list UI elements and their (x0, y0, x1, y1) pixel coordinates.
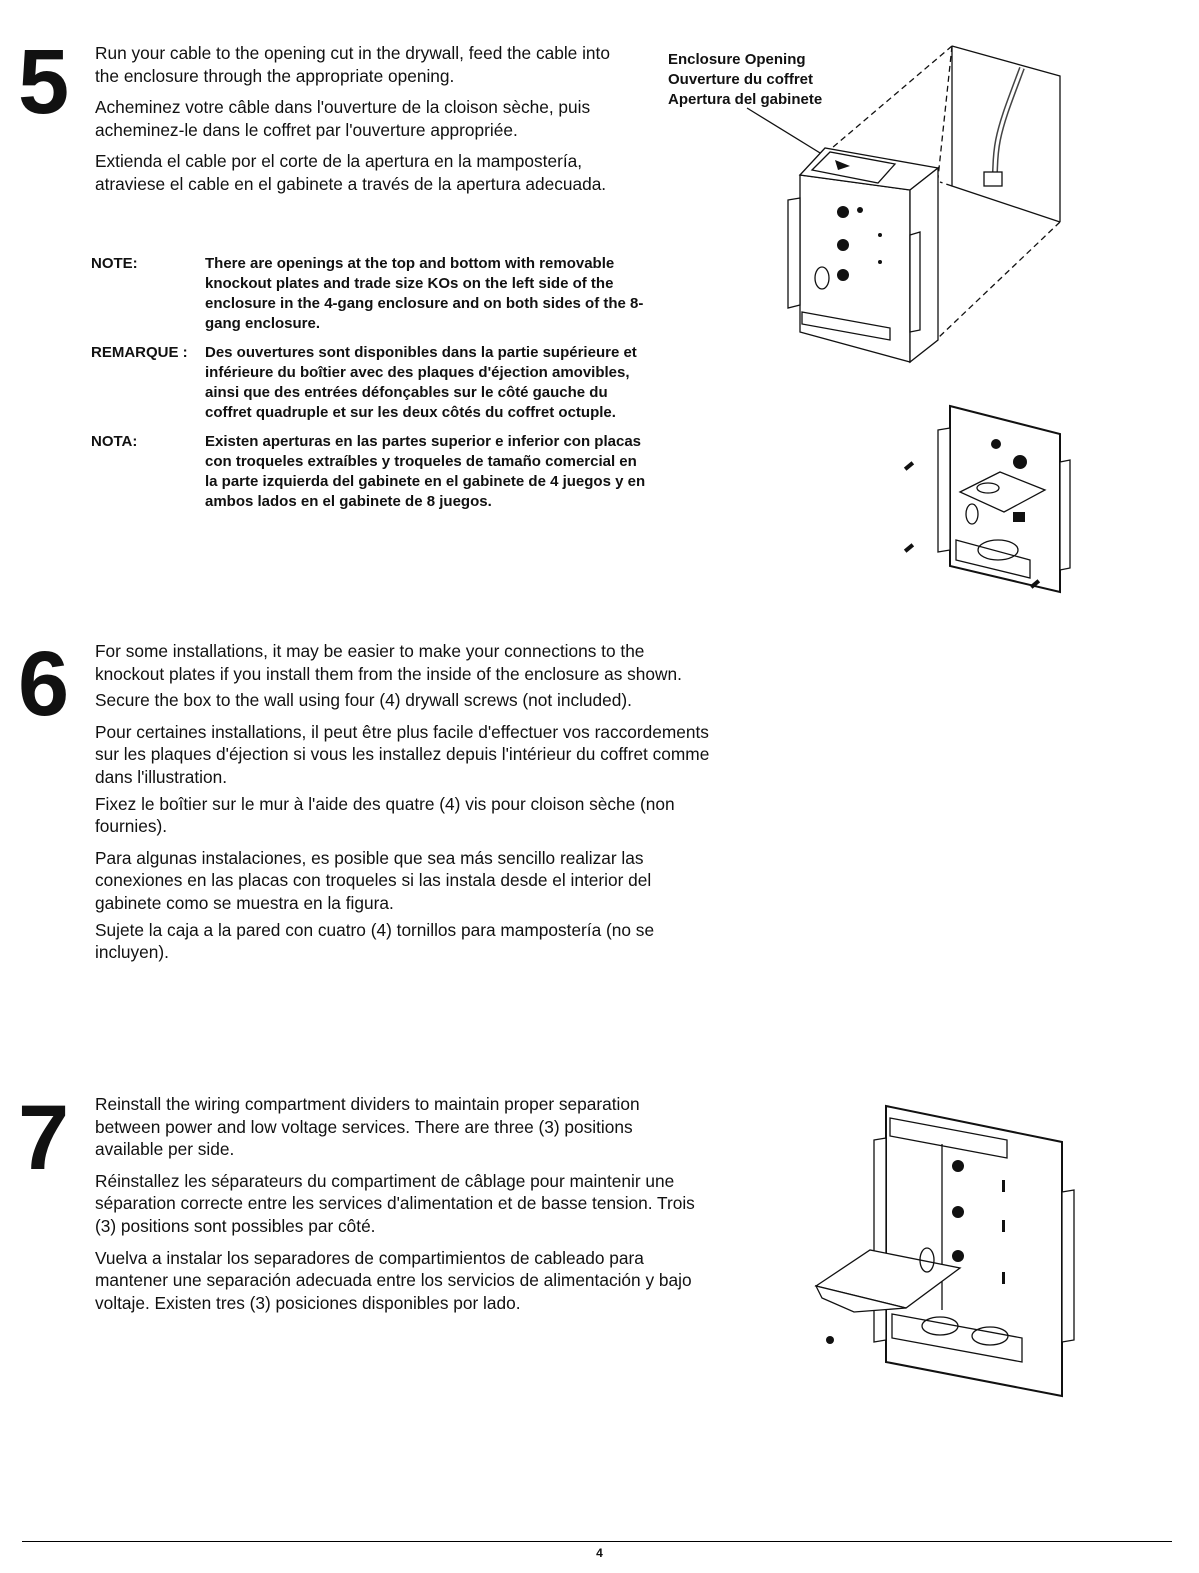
callout-line-spanish: Apertura del gabinete (668, 91, 823, 108)
step-7-spanish: Vuelva a instalar los separadores de compartimientos de cableado para mantener une separación adecuada entre los servicios de alimentación y bajo voltaje. Existen tres (3) posiciones disponibles por lado. (95, 1247, 692, 1313)
step-7-number: 7 (18, 1087, 68, 1189)
step-5-french: Acheminez votre câble dans l'ouverture de la cloison sèche, puis acheminez-le dans le coffret par l'ouverture appropriée. (95, 97, 591, 140)
note-spanish (91, 432, 651, 512)
step-5-spanish: Extienda el cable por el corte de la apertura en la mampostería, atraviese el cable en el gabinete a través de la apertura adecuada. (95, 151, 607, 194)
note-french (91, 343, 651, 423)
note-label: NOTA: (91, 433, 138, 450)
divider-reinstall-illustration (812, 1100, 1082, 1400)
step-6-spanish: Para algunas instalaciones, es posible que sea más sencillo realizar las conexiones en las placas con troqueles si las instala desde el interior del gabinete como se muestra en la figura. (95, 847, 652, 913)
step-6-text (95, 640, 710, 973)
step-6-english-secure: Secure the box to the wall using four (4) drywall screws (not included). (95, 690, 632, 711)
step-7-french: Réinstallez les séparateurs du compartiment de câblage pour maintenir une séparation correcte entre les services d'alimentation et de basse tension. Trois (3) positions sont possibles par côté. (95, 1170, 695, 1236)
step-6-french: Pour certaines installations, il peut être plus facile d'effectuer vos raccordements sur les plaques d'éjection si vous les installez depuis l'intérieur du coffret comme dans l'illustration. (95, 721, 710, 787)
step-6-french-secure: Fixez le boîtier sur le mur à l'aide des quatre (4) vis pour cloison sèche (non fournies). (95, 793, 675, 837)
note-text: Existen aperturas en las partes superior e inferior con placas con troqueles extraíbles y troqueles de tamaño comercial en la parte izquierda del gabinete en el gabinete de 4 juegos y en ambos lados en el gabinete de 8 juegos. (205, 433, 646, 510)
callout-line-english: Enclosure Opening (668, 51, 806, 68)
step-6-spanish-secure: Sujete la caja a la pared con cuatro (4) tornillos para mampostería (no se incluyen). (95, 919, 655, 963)
page-number: 4 (596, 1546, 603, 1560)
note-text: There are openings at the top and bottom with removable knockout plates and trade size KOs on the left side of the enclosure in the 4-gang enclosure and on both sides of the 8-gang enclosure. (205, 255, 644, 332)
step-5-english: Run your cable to the opening cut in the drywall, feed the cable into the enclosure through the appropriate opening. (95, 43, 610, 86)
note-text: Des ouvertures sont disponibles dans la partie supérieure et inférieure du boîtier avec des plaques d'éjection amovibles, ainsi que des entrées défonçables sur le côté gauche du coffret quadruple et sur les deux côtés du coffret octuple. (205, 344, 637, 421)
step-5-number: 5 (18, 31, 68, 133)
step-5-text (95, 42, 615, 205)
footer-divider (22, 1541, 1172, 1542)
callout-line-french: Ouverture du coffret (668, 71, 814, 88)
enclosure-in-wall-illustration (740, 40, 1080, 370)
step-5-notes (91, 254, 651, 521)
note-english (91, 254, 651, 334)
step-6-number: 6 (18, 633, 68, 735)
note-label: REMARQUE : (91, 344, 188, 361)
step-7-english: Reinstall the wiring compartment dividers to maintain proper separation between power and low voltage services. There are three (3) positions available per side. (95, 1094, 640, 1160)
step-7-text (95, 1093, 705, 1323)
step-6-english: For some installations, it may be easier to make your connections to the knockout plates if you install them from the inside of the enclosure as shown. (95, 641, 682, 684)
note-label: NOTE: (91, 255, 138, 272)
knockout-plate-illustration (900, 400, 1080, 600)
